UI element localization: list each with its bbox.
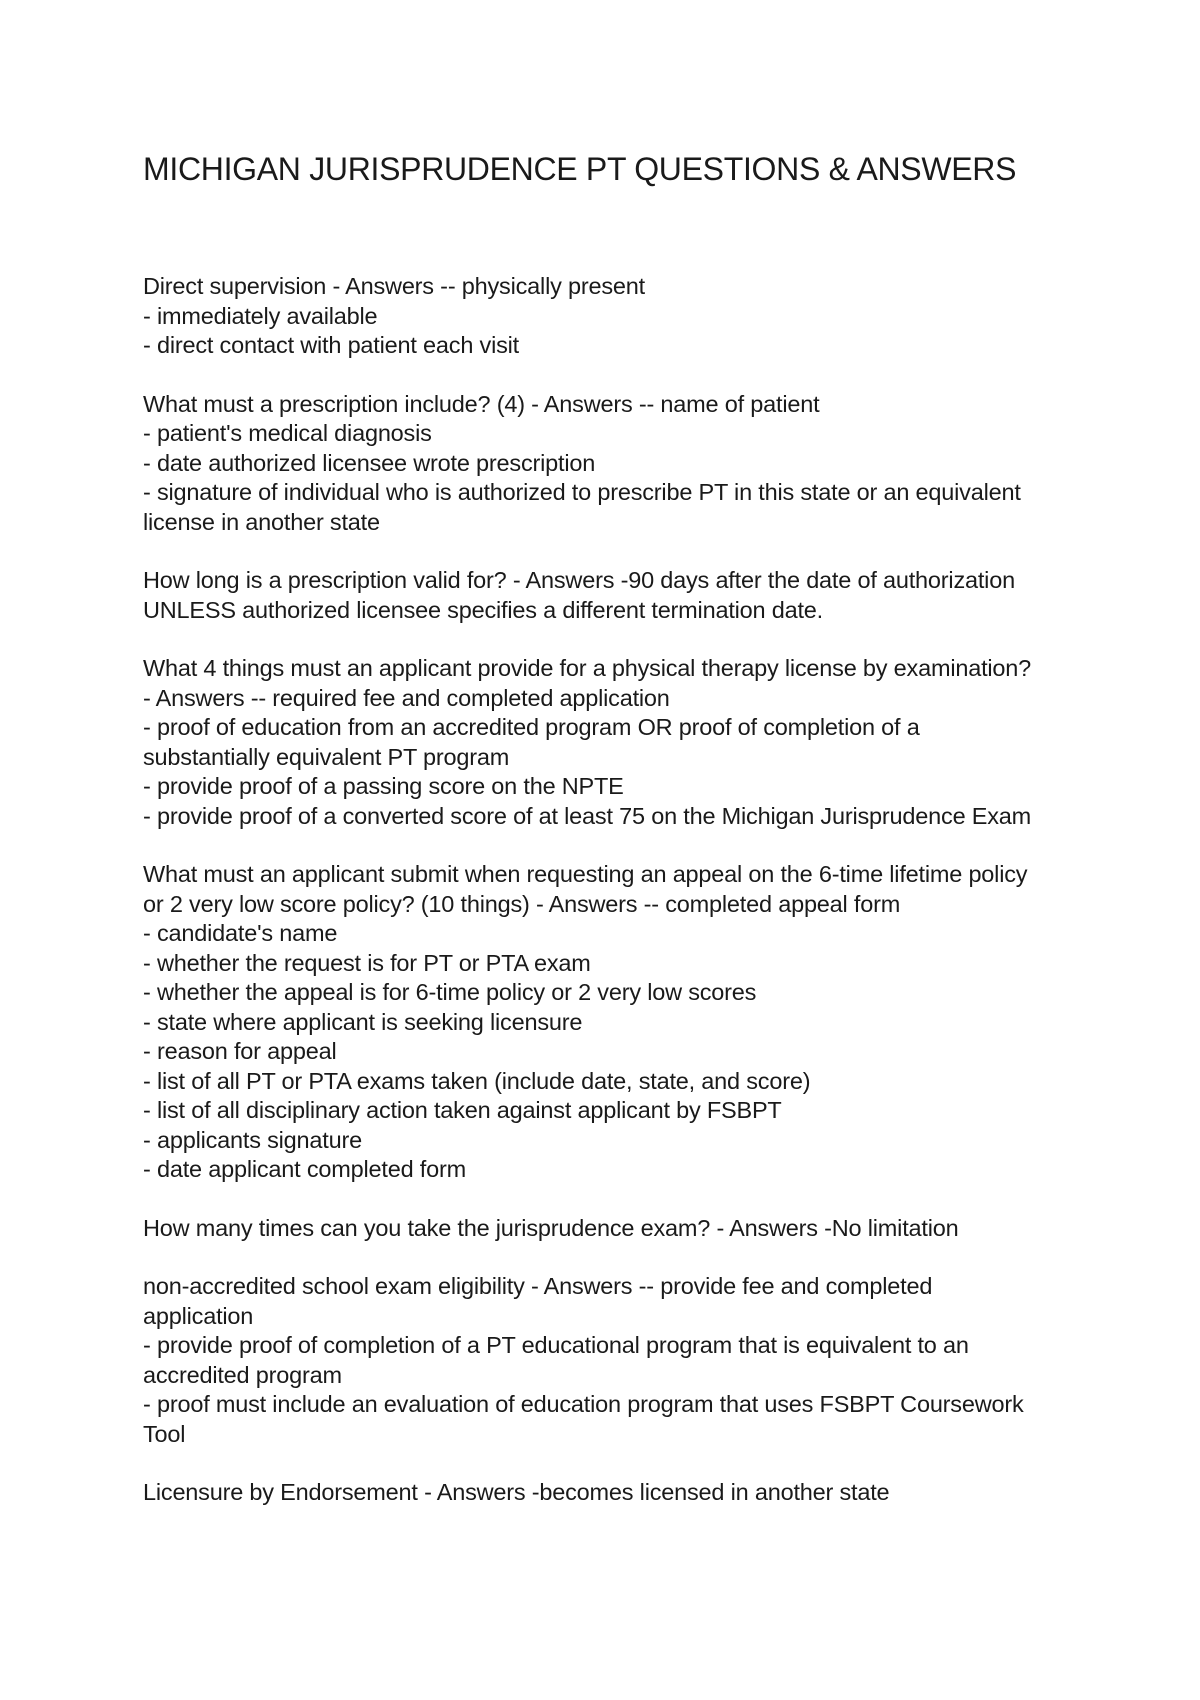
qa-line: accredited program — [143, 1361, 342, 1388]
qa-line: - date applicant completed form — [143, 1156, 466, 1183]
qa-line: - state where applicant is seeking licensure — [143, 1008, 583, 1035]
qa-line: application — [143, 1302, 254, 1329]
qa-line: Direct supervision - Answers -- physically present — [143, 273, 645, 300]
qa-line: - patient's medical diagnosis — [143, 420, 432, 447]
qa-line: - provide proof of completion of a PT educational program that is equivalent to an — [143, 1332, 969, 1359]
qa-line: - applicants signature — [143, 1126, 362, 1153]
qa-line: What must an applicant submit when requesting an appeal on the 6-time lifetime policy — [143, 861, 1028, 888]
qa-entry — [143, 1214, 1073, 1244]
qa-line: What 4 things must an applicant provide for a physical therapy license by examination? — [143, 655, 1032, 682]
qa-line: UNLESS authorized licensee specifies a different termination date. — [143, 596, 824, 623]
qa-entry — [143, 654, 1073, 831]
qa-line: - proof of education from an accredited program OR proof of completion of a — [143, 714, 920, 741]
qa-entry — [143, 390, 1073, 538]
qa-line: - list of all PT or PTA exams taken (include date, state, and score) — [143, 1067, 811, 1094]
qa-line: How long is a prescription valid for? - Answers -90 days after the date of authorization — [143, 567, 1015, 594]
qa-line: license in another state — [143, 508, 380, 535]
qa-line: - direct contact with patient each visit — [143, 332, 520, 359]
qa-line: or 2 very low score policy? (10 things) - Answers -- completed appeal form — [143, 890, 901, 917]
qa-entry — [143, 1478, 1073, 1508]
document-title: MICHIGAN JURISPRUDENCE PT QUESTIONS & ANSWERS — [143, 151, 1017, 187]
qa-line: - date authorized licensee wrote prescription — [143, 449, 596, 476]
qa-line: What must a prescription include? (4) - Answers -- name of patient — [143, 390, 820, 417]
qa-line: non-accredited school exam eligibility - Answers -- provide fee and completed — [143, 1273, 933, 1300]
qa-line: - whether the request is for PT or PTA exam — [143, 949, 591, 976]
qa-entry — [143, 272, 1073, 361]
qa-line: - reason for appeal — [143, 1038, 337, 1065]
qa-line: - whether the appeal is for 6-time policy or 2 very low scores — [143, 979, 757, 1006]
qa-line: - Answers -- required fee and completed application — [143, 684, 670, 711]
qa-entry — [143, 566, 1073, 625]
qa-line: - signature of individual who is authorized to prescribe PT in this state or an equivalent — [143, 479, 1021, 506]
qa-line: substantially equivalent PT program — [143, 743, 510, 770]
qa-entry — [143, 860, 1073, 1185]
qa-line: Tool — [143, 1420, 186, 1447]
qa-line: - provide proof of a converted score of at least 75 on the Michigan Jurisprudence Exam — [143, 802, 1032, 829]
qa-line: - candidate's name — [143, 920, 338, 947]
qa-line: - list of all disciplinary action taken against applicant by FSBPT — [143, 1097, 782, 1124]
qa-line: - provide proof of a passing score on the NPTE — [143, 773, 624, 800]
qa-line: How many times can you take the jurisprudence exam? - Answers -No limitation — [143, 1214, 959, 1241]
qa-entry — [143, 1272, 1073, 1449]
document-page — [143, 150, 1073, 1537]
qa-line: - immediately available — [143, 302, 378, 329]
qa-line: - proof must include an evaluation of education program that uses FSBPT Coursework — [143, 1391, 1024, 1418]
qa-line: Licensure by Endorsement - Answers -becomes licensed in another state — [143, 1479, 890, 1506]
